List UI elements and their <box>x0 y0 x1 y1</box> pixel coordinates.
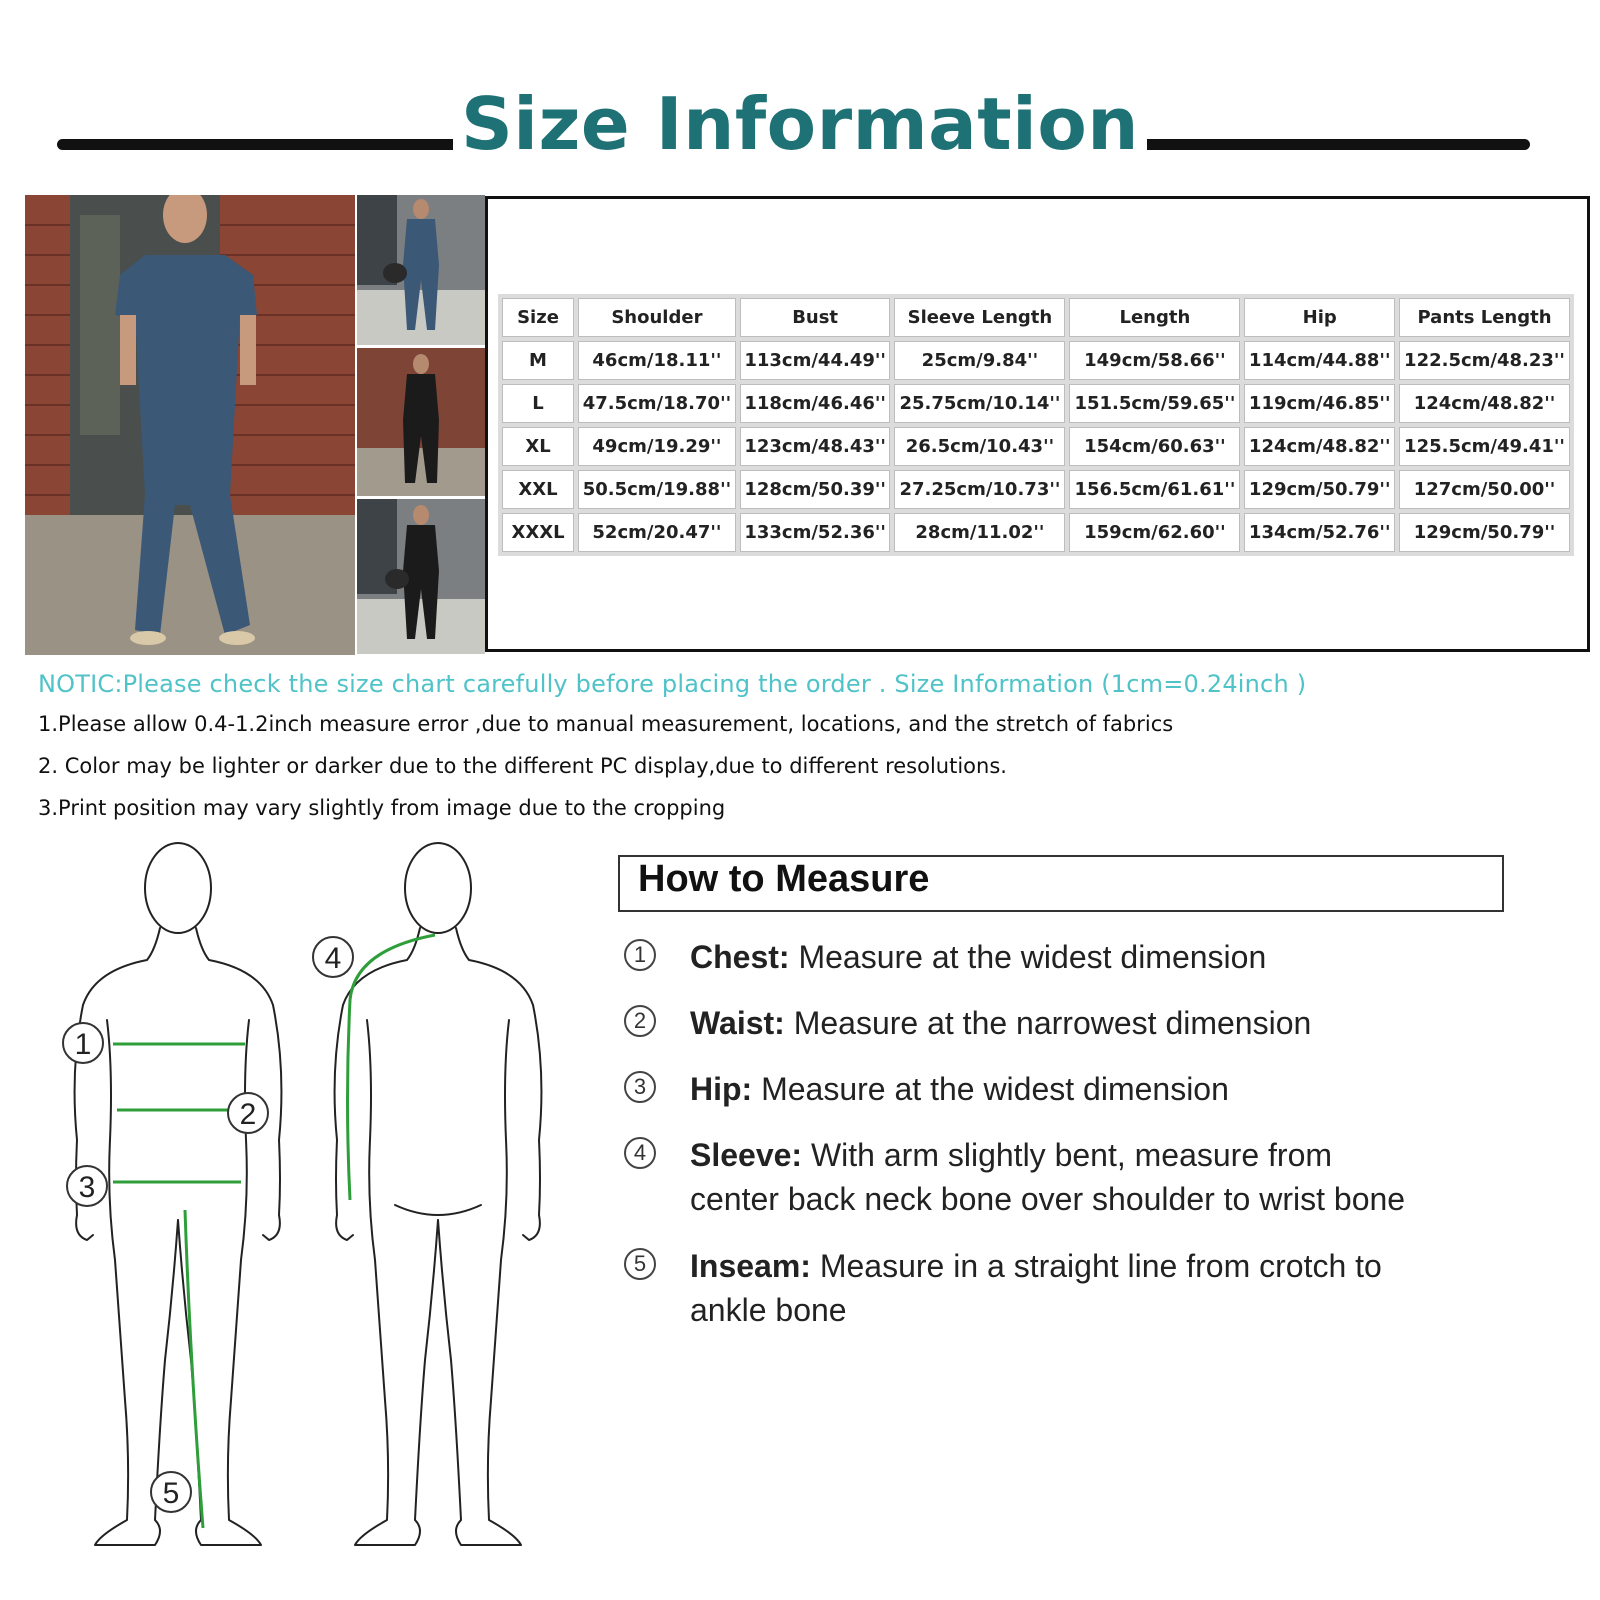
table-header: Length <box>1069 298 1240 337</box>
step-label: Hip: <box>690 1071 753 1107</box>
table-header: Pants Length <box>1399 298 1570 337</box>
table-cell: 114cm/44.88'' <box>1244 341 1395 380</box>
table-cell: 129cm/50.79'' <box>1399 513 1570 552</box>
table-cell: 129cm/50.79'' <box>1244 470 1395 509</box>
table-cell: 123cm/48.43'' <box>740 427 891 466</box>
step-label: Chest: <box>690 939 790 975</box>
table-header: Size <box>502 298 574 337</box>
step-number: 1 <box>624 939 656 971</box>
table-cell: XXL <box>502 470 574 509</box>
step-desc-line2: ankle bone <box>690 1292 847 1328</box>
table-cell: 154cm/60.63'' <box>1069 427 1240 466</box>
marker-4: 4 <box>324 942 342 975</box>
step-number: 5 <box>624 1248 656 1280</box>
marker-2: 2 <box>239 1098 257 1131</box>
table-cell: 27.25cm/10.73'' <box>894 470 1065 509</box>
table-cell: 149cm/58.66'' <box>1069 341 1240 380</box>
table-cell: 125.5cm/49.41'' <box>1399 427 1570 466</box>
table-row <box>502 470 1570 509</box>
table-cell: 50.5cm/19.88'' <box>578 470 736 509</box>
table-cell: 133cm/52.36'' <box>740 513 891 552</box>
step-chest <box>690 935 1266 979</box>
table-header-row <box>502 298 1570 337</box>
table-header: Hip <box>1244 298 1395 337</box>
step-label: Inseam: <box>690 1248 811 1284</box>
step-label: Waist: <box>690 1005 785 1041</box>
step-waist <box>690 1001 1311 1045</box>
table-cell: 47.5cm/18.70'' <box>578 384 736 423</box>
step-number: 2 <box>624 1005 656 1037</box>
table-row <box>502 427 1570 466</box>
table-row <box>502 384 1570 423</box>
table-cell: XXXL <box>502 513 574 552</box>
table-row <box>502 341 1570 380</box>
table-cell: 52cm/20.47'' <box>578 513 736 552</box>
note-2: 2. Color may be lighter or darker due to the different PC display,due to different resolutions. <box>38 754 1007 778</box>
table-row <box>502 513 1570 552</box>
table-header: Shoulder <box>578 298 736 337</box>
table-cell: 124cm/48.82'' <box>1244 427 1395 466</box>
page-title: Size Information <box>0 88 1600 160</box>
table-cell: 122.5cm/48.23'' <box>1399 341 1570 380</box>
table-cell: 124cm/48.82'' <box>1399 384 1570 423</box>
step-desc: Measure at the narrowest dimension <box>784 1005 1312 1041</box>
table-cell: 26.5cm/10.43'' <box>894 427 1065 466</box>
size-table <box>498 294 1574 556</box>
step-inseam <box>690 1244 1382 1332</box>
step-desc: Measure at the widest dimension <box>752 1071 1229 1107</box>
step-sleeve <box>690 1133 1405 1221</box>
table-cell: L <box>502 384 574 423</box>
table-cell: 28cm/11.02'' <box>894 513 1065 552</box>
table-cell: 118cm/46.46'' <box>740 384 891 423</box>
product-photo-main <box>25 195 355 655</box>
how-to-measure-title: How to Measure <box>638 858 930 900</box>
marker-3: 3 <box>78 1171 96 1204</box>
marker-5: 5 <box>162 1477 180 1510</box>
step-number: 3 <box>624 1071 656 1103</box>
table-cell: 128cm/50.39'' <box>740 470 891 509</box>
table-cell: 159cm/62.60'' <box>1069 513 1240 552</box>
table-cell: 25.75cm/10.14'' <box>894 384 1065 423</box>
table-cell: M <box>502 341 574 380</box>
step-label: Sleeve: <box>690 1137 803 1173</box>
product-photo-black-2 <box>357 499 485 654</box>
table-cell: 127cm/50.00'' <box>1399 470 1570 509</box>
table-cell: 156.5cm/61.61'' <box>1069 470 1240 509</box>
step-desc-line2: center back neck bone over shoulder to wrist bone <box>690 1181 1406 1217</box>
marker-1: 1 <box>74 1028 92 1061</box>
table-cell: 46cm/18.11'' <box>578 341 736 380</box>
measurement-diagram <box>55 840 575 1580</box>
table-cell: 151.5cm/59.65'' <box>1069 384 1240 423</box>
step-desc: Measure at the widest dimension <box>789 939 1267 975</box>
notice-text: NOTIC:Please check the size chart carefully before placing the order . Size Information (1cm=0.24inch ) <box>38 670 1307 698</box>
product-photo-black-1 <box>357 348 485 496</box>
step-desc: With arm slightly bent, measure from <box>802 1137 1333 1173</box>
note-3: 3.Print position may vary slightly from image due to the cropping <box>38 796 726 820</box>
step-hip <box>690 1067 1229 1111</box>
table-cell: 134cm/52.76'' <box>1244 513 1395 552</box>
table-cell: 119cm/46.85'' <box>1244 384 1395 423</box>
table-header: Bust <box>740 298 891 337</box>
table-cell: 49cm/19.29'' <box>578 427 736 466</box>
note-1: 1.Please allow 0.4-1.2inch measure error ,due to manual measurement, locations, and the stretch of fabrics <box>38 712 1174 736</box>
product-photo-blue <box>357 195 485 345</box>
step-number: 4 <box>624 1137 656 1169</box>
table-cell: 25cm/9.84'' <box>894 341 1065 380</box>
table-cell: XL <box>502 427 574 466</box>
table-header: Sleeve Length <box>894 298 1065 337</box>
table-cell: 113cm/44.49'' <box>740 341 891 380</box>
step-desc: Measure in a straight line from crotch to <box>810 1248 1382 1284</box>
